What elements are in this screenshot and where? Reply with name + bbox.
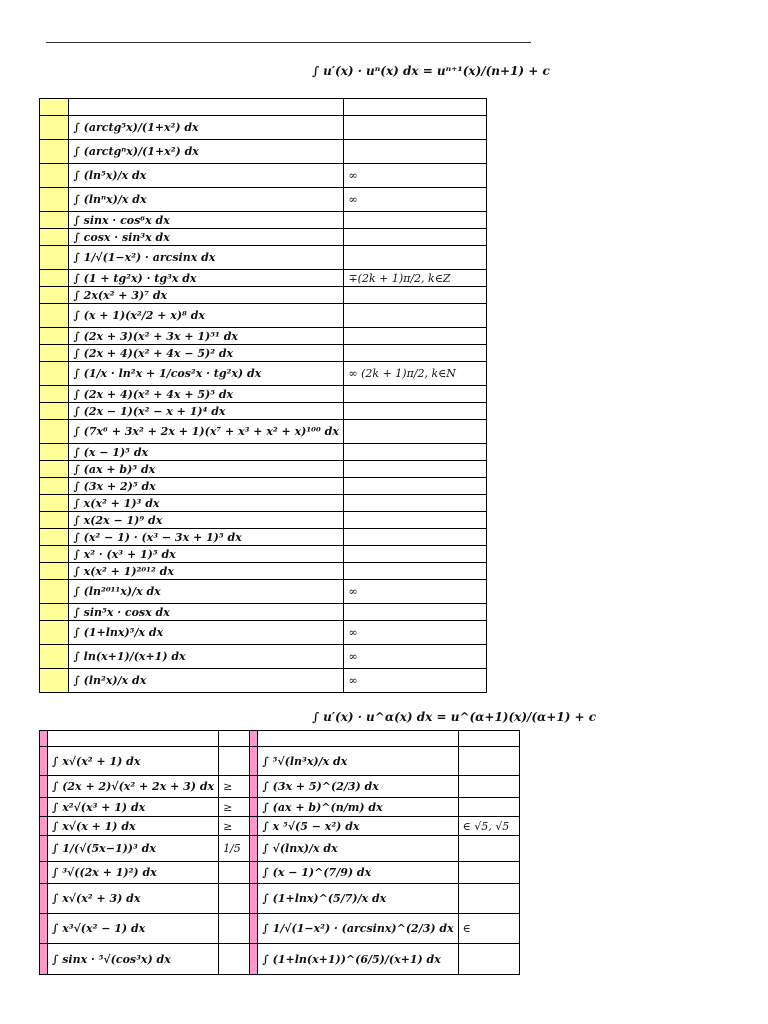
note-cell — [458, 884, 519, 914]
integral-cell: ∫ (x² − 1) · (x³ − 3x + 1)⁵ dx — [69, 529, 344, 546]
row-marker — [40, 287, 69, 304]
integral-cell: ∫ ⁵√(ln³x)/x dx — [258, 747, 458, 776]
integral-cell: ∫ x³√(x² − 1) dx — [48, 914, 219, 944]
integral-cell: ∫ (2x + 4)(x² + 4x + 5)⁵ dx — [69, 386, 344, 403]
table-row — [40, 529, 487, 546]
table-row — [40, 287, 487, 304]
integral-cell: ∫ x√(x + 1) dx — [48, 817, 219, 836]
table-row — [40, 229, 487, 246]
integral-cell: ∫ x(x² + 1)²⁰¹² dx — [69, 563, 344, 580]
row-marker — [40, 884, 48, 914]
note-cell — [219, 862, 250, 884]
integral-cell: ∫ 1/√(1−x²) · arcsinx dx — [69, 246, 344, 270]
note-cell — [344, 386, 487, 403]
integral-cell: ∫ 1/(√(5x−1))³ dx — [48, 836, 219, 862]
note-cell — [458, 944, 519, 975]
note-cell — [458, 836, 519, 862]
integral-cell: ∫ (ln²x)/x dx — [69, 669, 344, 693]
note-cell — [458, 798, 519, 817]
integral-cell: ∫ x(x² + 1)³ dx — [69, 495, 344, 512]
note-cell — [344, 563, 487, 580]
table-header-row — [40, 731, 520, 747]
row-marker — [249, 776, 257, 798]
note-cell: ∞ — [344, 669, 487, 693]
integral-cell: ∫ (2x + 4)(x² + 4x − 5)² dx — [69, 345, 344, 362]
row-marker — [40, 776, 48, 798]
table-row — [40, 776, 520, 798]
table-row — [40, 444, 487, 461]
integral-cell: ∫ (1+lnx)^(5/7)/x dx — [258, 884, 458, 914]
integral-cell: ∫ (2x + 3)(x² + 3x + 1)⁵¹ dx — [69, 328, 344, 345]
note-cell — [219, 914, 250, 944]
table-row — [40, 212, 487, 229]
row-marker — [40, 529, 69, 546]
table-row — [40, 164, 487, 188]
note-cell: ∞ — [344, 645, 487, 669]
row-marker — [249, 914, 257, 944]
integral-cell: ∫ sinx · cos⁶x dx — [69, 212, 344, 229]
integral-cell: ∫ (2x − 1)(x² − x + 1)⁴ dx — [69, 403, 344, 420]
row-marker — [40, 212, 69, 229]
note-cell: ∞ (2k + 1)π/2, k∈N — [344, 362, 487, 386]
note-cell: ∞ — [344, 164, 487, 188]
row-marker — [40, 798, 48, 817]
row-marker — [40, 621, 69, 645]
integral-cell: ∫ (2x + 2)√(x² + 2x + 3) dx — [48, 776, 219, 798]
note-cell — [344, 287, 487, 304]
row-marker — [40, 512, 69, 529]
table-row — [40, 563, 487, 580]
note-cell — [344, 403, 487, 420]
row-marker — [40, 747, 48, 776]
note-cell — [219, 747, 250, 776]
row-marker — [40, 328, 69, 345]
note-cell: ∞ — [344, 621, 487, 645]
integral-cell: ∫ (ln²⁰¹¹x)/x dx — [69, 580, 344, 604]
note-cell: ≥ — [219, 798, 250, 817]
row-marker — [40, 604, 69, 621]
table-row — [40, 914, 520, 944]
integral-cell: ∫ (7x⁶ + 3x² + 2x + 1)(x⁷ + x³ + x² + x)¹⁰⁰ dx — [69, 420, 344, 444]
integral-cell: ∫ (1 + tg²x) · tg³x dx — [69, 270, 344, 287]
note-cell: ∈ — [458, 914, 519, 944]
note-cell — [344, 212, 487, 229]
header-cell — [219, 731, 250, 747]
table-row — [40, 798, 520, 817]
table-row — [40, 645, 487, 669]
table-row — [40, 420, 487, 444]
row-marker — [40, 304, 69, 328]
power-rule-formula: ∫ u′(x) · uⁿ(x) dx = uⁿ⁺¹(x)/(n+1) + c — [312, 64, 550, 78]
row-marker — [249, 731, 257, 747]
note-cell — [344, 420, 487, 444]
note-cell — [344, 345, 487, 362]
row-marker — [249, 798, 257, 817]
table-row — [40, 386, 487, 403]
integral-cell: ∫ (x − 1)⁵ dx — [69, 444, 344, 461]
row-marker — [40, 188, 69, 212]
note-cell — [344, 328, 487, 345]
table-row — [40, 621, 487, 645]
row-marker — [40, 461, 69, 478]
note-cell — [344, 229, 487, 246]
integral-cell: ∫ x√(x² + 1) dx — [48, 747, 219, 776]
header-cell — [344, 99, 487, 116]
row-marker — [40, 478, 69, 495]
integral-cell: ∫ (arctgⁿx)/(1+x²) dx — [69, 140, 344, 164]
integrals-table-1 — [39, 98, 487, 693]
table-row — [40, 669, 487, 693]
row-marker — [40, 862, 48, 884]
table-row — [40, 403, 487, 420]
row-marker — [40, 362, 69, 386]
integral-cell: ∫ (lnⁿx)/x dx — [69, 188, 344, 212]
row-marker — [249, 747, 257, 776]
table-row — [40, 246, 487, 270]
table-row — [40, 512, 487, 529]
table-row — [40, 478, 487, 495]
integral-cell: ∫ x² · (x³ + 1)⁵ dx — [69, 546, 344, 563]
table-row — [40, 944, 520, 975]
header-cell — [69, 99, 344, 116]
integral-cell: ∫ cosx · sin³x dx — [69, 229, 344, 246]
integral-cell: ∫ sinx · ⁵√(cos³x) dx — [48, 944, 219, 975]
row-marker — [40, 546, 69, 563]
note-cell — [344, 546, 487, 563]
integral-cell: ∫ ln(x+1)/(x+1) dx — [69, 645, 344, 669]
integral-cell: ∫ (3x + 2)⁵ dx — [69, 478, 344, 495]
note-cell: ≥ — [219, 817, 250, 836]
table-row — [40, 604, 487, 621]
note-cell — [344, 246, 487, 270]
table-row — [40, 345, 487, 362]
table-row — [40, 328, 487, 345]
note-cell — [344, 444, 487, 461]
integral-cell: ∫ √(lnx)/x dx — [258, 836, 458, 862]
note-cell — [344, 116, 487, 140]
note-cell — [344, 604, 487, 621]
row-marker — [40, 229, 69, 246]
integral-cell: ∫ 1/√(1−x²) · (arcsinx)^(2/3) dx — [258, 914, 458, 944]
note-cell — [458, 862, 519, 884]
row-marker — [249, 862, 257, 884]
table-row — [40, 862, 520, 884]
integral-cell: ∫ x(2x − 1)⁹ dx — [69, 512, 344, 529]
row-marker — [249, 944, 257, 975]
table-row — [40, 495, 487, 512]
row-marker — [40, 444, 69, 461]
row-marker — [40, 420, 69, 444]
integral-cell: ∫ (x − 1)^(7/9) dx — [258, 862, 458, 884]
note-cell — [344, 512, 487, 529]
general-power-rule-formula: ∫ u′(x) · u^α(x) dx = u^(α+1)(x)/(α+1) + c — [312, 710, 597, 724]
row-marker — [249, 884, 257, 914]
integral-cell: ∫ sin⁵x · cosx dx — [69, 604, 344, 621]
header-cell — [258, 731, 458, 747]
row-marker — [40, 495, 69, 512]
table-row — [40, 270, 487, 287]
note-cell — [458, 747, 519, 776]
integral-cell: ∫ (x + 1)(x²/2 + x)⁸ dx — [69, 304, 344, 328]
row-marker — [40, 116, 69, 140]
row-marker — [249, 817, 257, 836]
note-cell — [219, 884, 250, 914]
row-marker — [40, 246, 69, 270]
note-cell — [219, 944, 250, 975]
integral-cell: ∫ (ln⁵x)/x dx — [69, 164, 344, 188]
row-marker — [40, 731, 48, 747]
integral-cell: ∫ 2x(x² + 3)⁷ dx — [69, 287, 344, 304]
note-cell — [458, 776, 519, 798]
row-marker — [40, 386, 69, 403]
note-cell — [344, 140, 487, 164]
row-marker — [40, 99, 69, 116]
row-marker — [40, 836, 48, 862]
top-rule — [46, 42, 531, 43]
integral-cell: ∫ (1+ln(x+1))^(6/5)/(x+1) dx — [258, 944, 458, 975]
table-header-row — [40, 99, 487, 116]
integral-cell: ∫ ³√((2x + 1)²) dx — [48, 862, 219, 884]
row-marker — [40, 580, 69, 604]
note-cell — [344, 529, 487, 546]
note-cell — [344, 478, 487, 495]
note-cell: 1/5 — [219, 836, 250, 862]
table-row — [40, 580, 487, 604]
table-row — [40, 362, 487, 386]
row-marker — [40, 817, 48, 836]
integral-cell: ∫ (ax + b)^(n/m) dx — [258, 798, 458, 817]
integral-cell: ∫ (ax + b)⁵ dx — [69, 461, 344, 478]
row-marker — [40, 140, 69, 164]
note-cell: ∓(2k + 1)π/2, k∈Z — [344, 270, 487, 287]
note-cell: ∈ √5, √5 — [458, 817, 519, 836]
note-cell — [344, 304, 487, 328]
integral-cell: ∫ x√(x² + 3) dx — [48, 884, 219, 914]
integral-cell: ∫ (1/x · ln²x + 1/cos²x · tg²x) dx — [69, 362, 344, 386]
integrals-table-2 — [39, 730, 520, 975]
row-marker — [40, 164, 69, 188]
row-marker — [249, 836, 257, 862]
table-row — [40, 461, 487, 478]
table-row — [40, 188, 487, 212]
integral-cell: ∫ x ⁵√(5 − x²) dx — [258, 817, 458, 836]
table-row — [40, 836, 520, 862]
integral-cell: ∫ (1+lnx)⁵/x dx — [69, 621, 344, 645]
table-row — [40, 747, 520, 776]
note-cell — [344, 461, 487, 478]
table-row — [40, 884, 520, 914]
note-cell: ≥ — [219, 776, 250, 798]
note-cell: ∞ — [344, 188, 487, 212]
table-row — [40, 304, 487, 328]
integral-cell: ∫ (arctg⁵x)/(1+x²) dx — [69, 116, 344, 140]
row-marker — [40, 270, 69, 287]
note-cell: ∞ — [344, 580, 487, 604]
header-cell — [458, 731, 519, 747]
table-row — [40, 116, 487, 140]
header-cell — [48, 731, 219, 747]
row-marker — [40, 914, 48, 944]
table-row — [40, 817, 520, 836]
row-marker — [40, 944, 48, 975]
integral-cell: ∫ x²√(x³ + 1) dx — [48, 798, 219, 817]
table-row — [40, 140, 487, 164]
row-marker — [40, 645, 69, 669]
row-marker — [40, 403, 69, 420]
integral-cell: ∫ (3x + 5)^(2/3) dx — [258, 776, 458, 798]
row-marker — [40, 563, 69, 580]
row-marker — [40, 345, 69, 362]
row-marker — [40, 669, 69, 693]
note-cell — [344, 495, 487, 512]
table-row — [40, 546, 487, 563]
